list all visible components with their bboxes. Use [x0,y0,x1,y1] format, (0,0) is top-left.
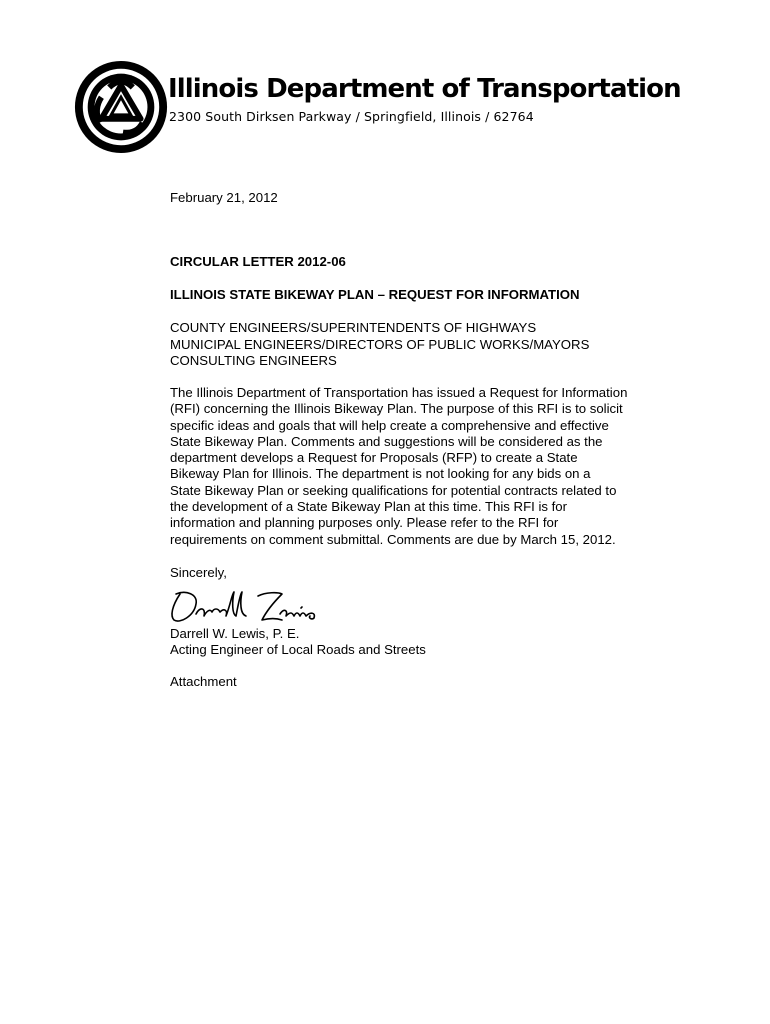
signer-title: Acting Engineer of Local Roads and Streets [170,642,426,657]
recipient-line: MUNICIPAL ENGINEERS/DIRECTORS OF PUBLIC WORKS/MAYORS [170,336,590,352]
letter-date: February 21, 2012 [170,190,278,205]
body-line: specific ideas and goals that will help create a comprehensive and effective [170,417,609,433]
recipient-line: CONSULTING ENGINEERS [170,353,337,368]
circular-number: CIRCULAR LETTER 2012-06 [170,254,346,269]
agency-name: Illinois Department of Transportation [168,74,681,104]
body-line: (RFI) concerning the Illinois Bikeway Plan. The purpose of this RFI is to solicit [170,401,623,417]
body-line: State Bikeway Plan. Comments and suggestions will be considered as the [170,433,603,449]
body-line: Bikeway Plan for Illinois. The department is not looking for any bids on a [170,466,591,482]
body-line: State Bikeway Plan or seeking qualifications for potential contracts related to [170,482,617,498]
body-line: information and planning purposes only. Please refer to the RFI for [170,515,559,531]
body-line: the development of a State Bikeway Plan at this time. This RFI is for [170,499,568,515]
letter-subject: ILLINOIS STATE BIKEWAY PLAN – REQUEST FOR INFORMATION [170,287,580,302]
recipients-block [170,320,589,370]
body-paragraph [170,385,627,548]
attachment-note: Attachment [170,674,237,689]
body-line: department develops a Request for Proposals (RFP) to create a State [170,450,578,466]
recipient-line: COUNTY ENGINEERS/SUPERINTENDENTS OF HIGHWAYS [170,320,537,335]
signer-name: Darrell W. Lewis, P. E. [170,626,300,641]
body-line: The Illinois Department of Transportation has issued a Request for Information [170,385,628,400]
signature-image [166,586,326,626]
body-line: requirements on comment submittal. Comments are due by March 15, 2012. [170,531,616,547]
idot-logo-icon [72,58,170,156]
closing: Sincerely, [170,565,227,580]
agency-address: 2300 South Dirksen Parkway / Springfield, Illinois / 62764 [169,109,534,124]
